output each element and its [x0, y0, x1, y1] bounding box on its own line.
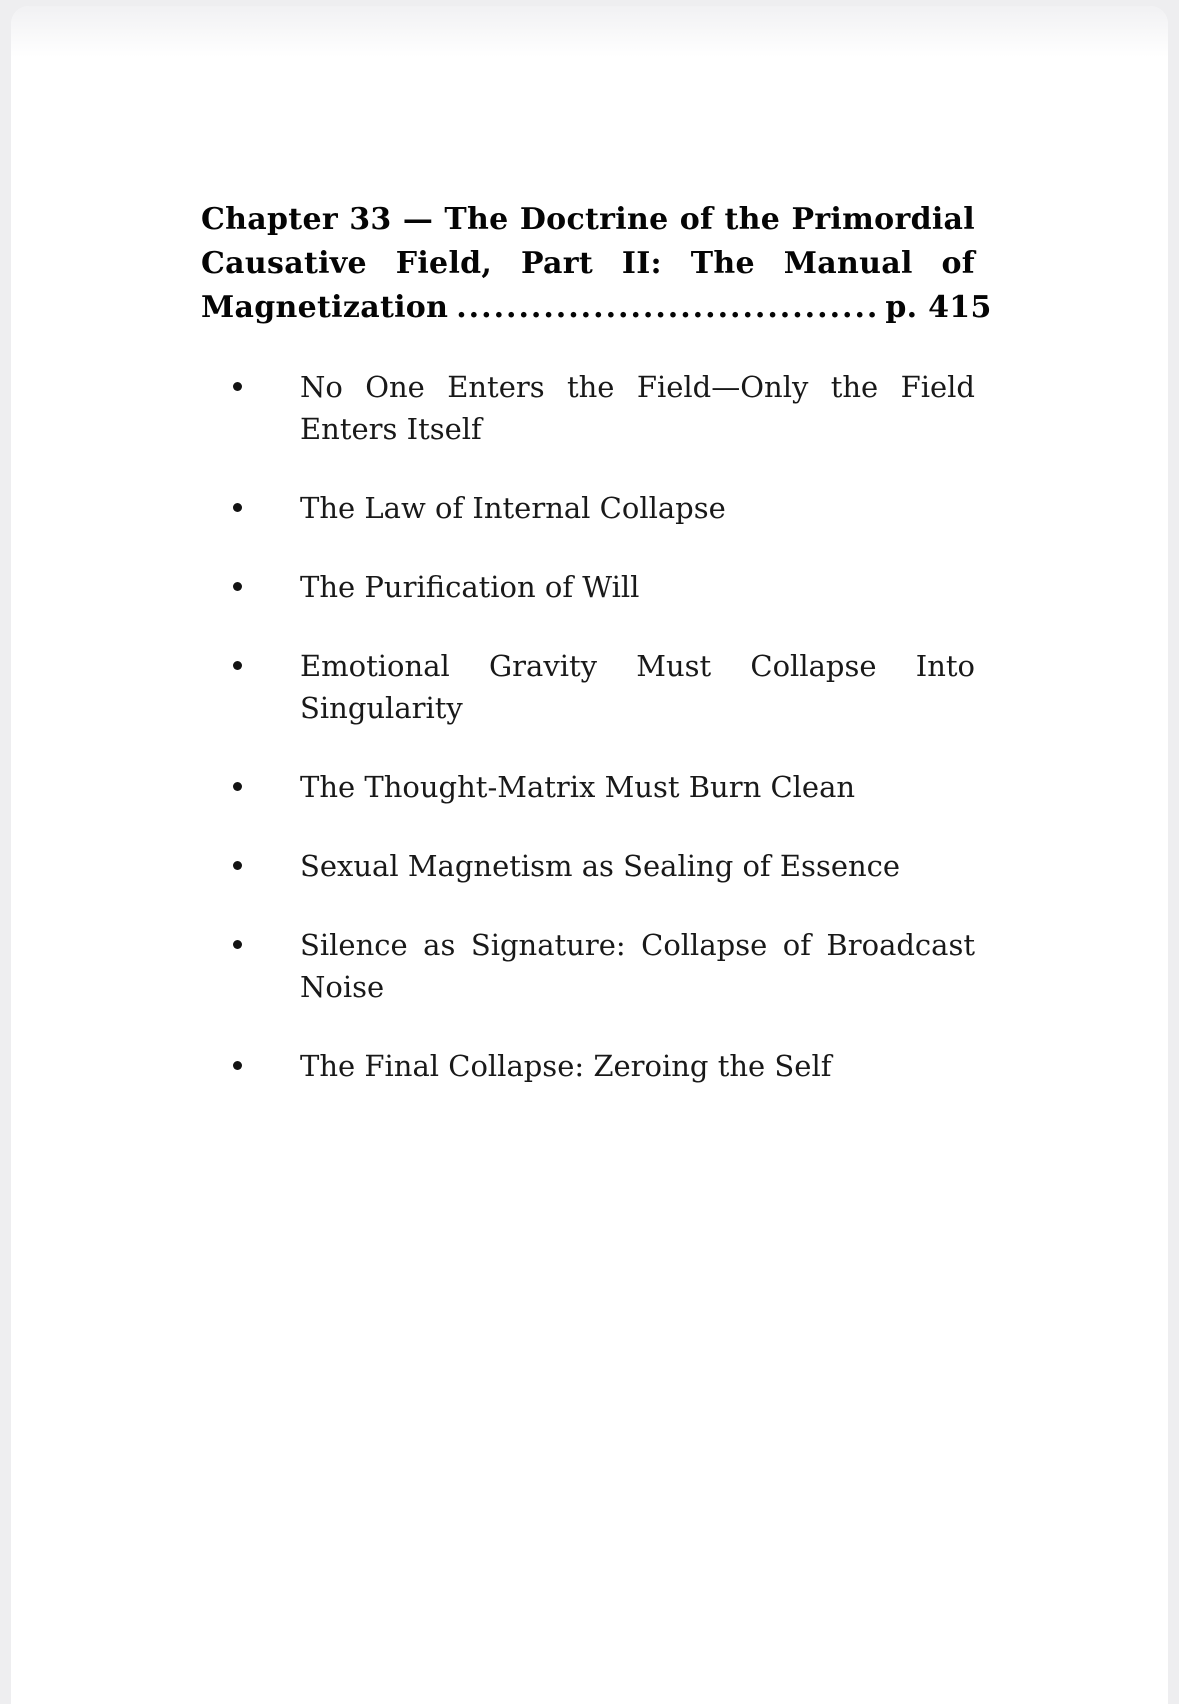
chapter-topics-list	[201, 366, 975, 1087]
bullet-icon	[233, 503, 242, 512]
topic-line: Emotional Gravity Must Collapse Into	[300, 649, 975, 683]
topic-text	[300, 766, 975, 808]
topic-line: The Purification of Will	[300, 570, 640, 604]
topic-text	[300, 924, 975, 1008]
topic-text	[300, 1045, 975, 1087]
bullet-icon	[233, 861, 242, 870]
bullet-icon	[233, 661, 242, 670]
topic-item	[201, 645, 975, 729]
chapter-heading-line-2: Causative Field, Part II: The Manual of	[201, 246, 975, 281]
topic-line: Enters Itself	[300, 412, 482, 446]
topic-line: The Final Collapse: Zeroing the Self	[300, 1049, 832, 1083]
topic-line: Noise	[300, 970, 385, 1004]
toc-entry	[201, 198, 992, 1124]
topic-text	[300, 366, 975, 450]
topic-line: The Thought-Matrix Must Burn Clean	[300, 770, 856, 804]
topic-text	[300, 566, 975, 608]
topic-item	[201, 1045, 975, 1087]
topic-item	[201, 566, 975, 608]
chapter-heading-last-word: Magnetization	[201, 290, 449, 325]
topic-text	[300, 487, 975, 529]
page-number-ref: p. 415	[885, 290, 992, 325]
bullet-icon	[233, 940, 242, 949]
document-page	[11, 6, 1168, 1704]
bullet-icon	[233, 382, 242, 391]
bullet-icon	[233, 782, 242, 791]
topic-line: Singularity	[300, 691, 463, 725]
bullet-icon	[233, 582, 242, 591]
bullet-icon	[233, 1061, 242, 1070]
topic-text	[300, 845, 975, 887]
topic-item	[201, 366, 975, 450]
topic-item	[201, 845, 975, 887]
topic-line: The Law of Internal Collapse	[300, 491, 726, 525]
topic-item	[201, 766, 975, 808]
topic-item	[201, 487, 975, 529]
topic-item	[201, 924, 975, 1008]
topic-line: Sexual Magnetism as Sealing of Essence	[300, 849, 901, 883]
topic-text	[300, 645, 975, 729]
topic-line: Silence as Signature: Collapse of Broadcast	[300, 928, 975, 962]
leader-dots: ..................................	[456, 290, 880, 325]
chapter-heading	[201, 198, 992, 330]
chapter-heading-line-1: Chapter 33 — The Doctrine of the Primordial	[201, 202, 975, 237]
chapter-heading-line-3	[201, 286, 992, 330]
topic-line: No One Enters the Field—Only the Field	[300, 370, 975, 404]
